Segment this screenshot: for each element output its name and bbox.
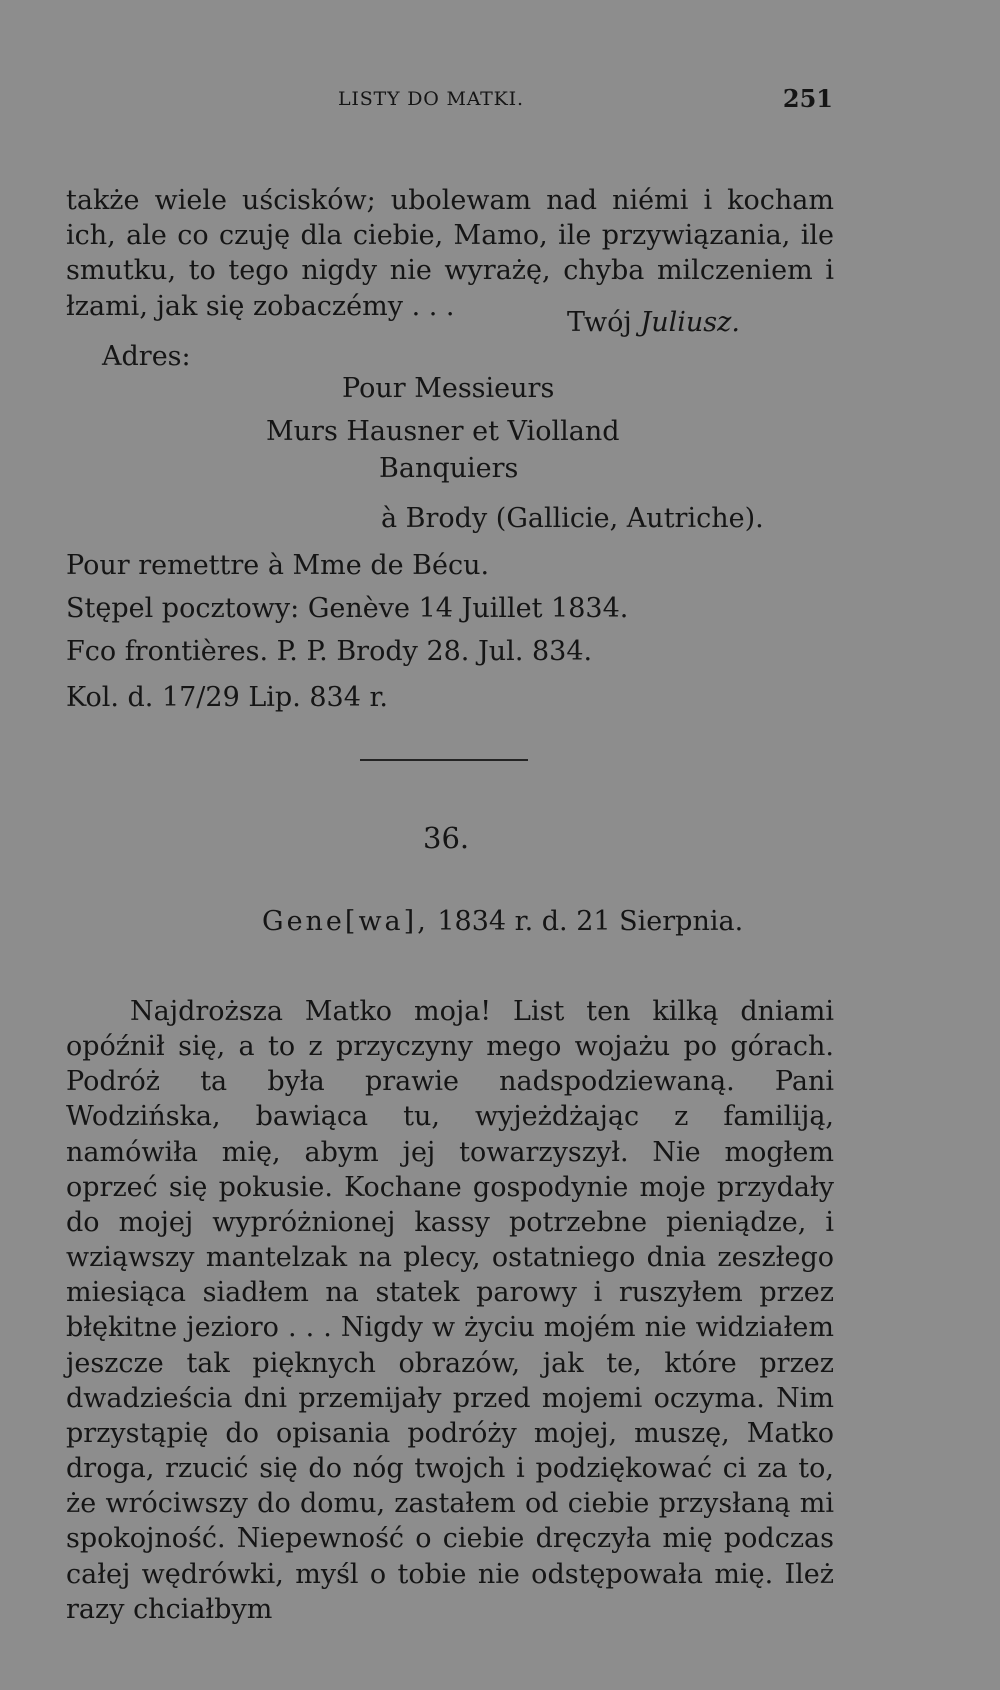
delivery-note: Pour remettre à Mme de Bécu. xyxy=(66,550,490,581)
letter-number: 36. xyxy=(423,821,470,855)
page-header xyxy=(338,84,833,118)
letter-dateline xyxy=(262,904,743,940)
letter-signature xyxy=(567,305,740,340)
section-divider xyxy=(360,759,528,761)
continuation-paragraph: także wiele uścisków; ubolewam nad niémi i kocham ich, ale co czuję dla ciebie, Mamo, ile przywiązania, ile smutku, to tego nigdy nie wyrażę, chyba milczeniem i łzami, jak się zobaczémy . . . xyxy=(66,185,834,322)
dateline-date: 1834 r. d. 21 Sierpnia. xyxy=(437,906,744,937)
letter-paragraph: Najdroższa Matko moja! List ten kilką dniami opóźnił się, a to z przyczyny mego wojażu po górach. Podróż ta była prawie nadspodziewaną. Pani Wodzińska, bawiąca tu, wyjeżdżając z familiją, namówiła mię, abym jej towarzyszył. Nie mogłem oprzeć się pokusie. Kochane gospodynie moje przydały do mojej wypróżnionej kassy potrzebne pieniądze, i wziąwszy mantelzak na plecy, ostatniego dnia zeszłego miesiąca siadłem na statek parowy i ruszyłem przez błękitne jezioro . . . Nigdy w życiu mojém nie widziałem jeszcze tak pięknych obrazów, jak te, które przez dwadzieścia dni przemijały przed mojemi oczyma. Nim przystąpię do opisania podróży mojej, muszę, Matko droga, rzucić się do nóg twojch i podziękować ci za to, że wróciwszy do domu, zastałem od ciebie przysłaną mi spokojność. Niepewność o ciebie dręczyła mię podczas całej wędrówki, myśl o tobie nie odstępowała mię. Ileż razy chciałbym xyxy=(66,996,834,1625)
running-title: LISTY DO MATKI. xyxy=(338,88,524,110)
page-number: 251 xyxy=(782,84,833,113)
address-label: Adres: xyxy=(102,341,191,372)
address-line: à Brody (Gallicie, Autriche). xyxy=(381,503,764,534)
signature-prefix: Twój xyxy=(567,307,632,338)
dateline-place: Gene[wa], xyxy=(262,906,429,937)
kolomyja-note: Kol. d. 17/29 Lip. 834 r. xyxy=(66,682,388,713)
address-line: Murs Hausner et Violland xyxy=(266,416,620,447)
address-line: Pour Messieurs xyxy=(342,373,555,404)
frontier-note: Fco frontières. P. P. Brody 28. Jul. 834. xyxy=(66,636,593,667)
signature-name: Juliusz. xyxy=(640,307,740,338)
postmark-note: Stępel pocztowy: Genève 14 Juillet 1834. xyxy=(66,593,629,624)
address-line: Banquiers xyxy=(379,453,519,484)
